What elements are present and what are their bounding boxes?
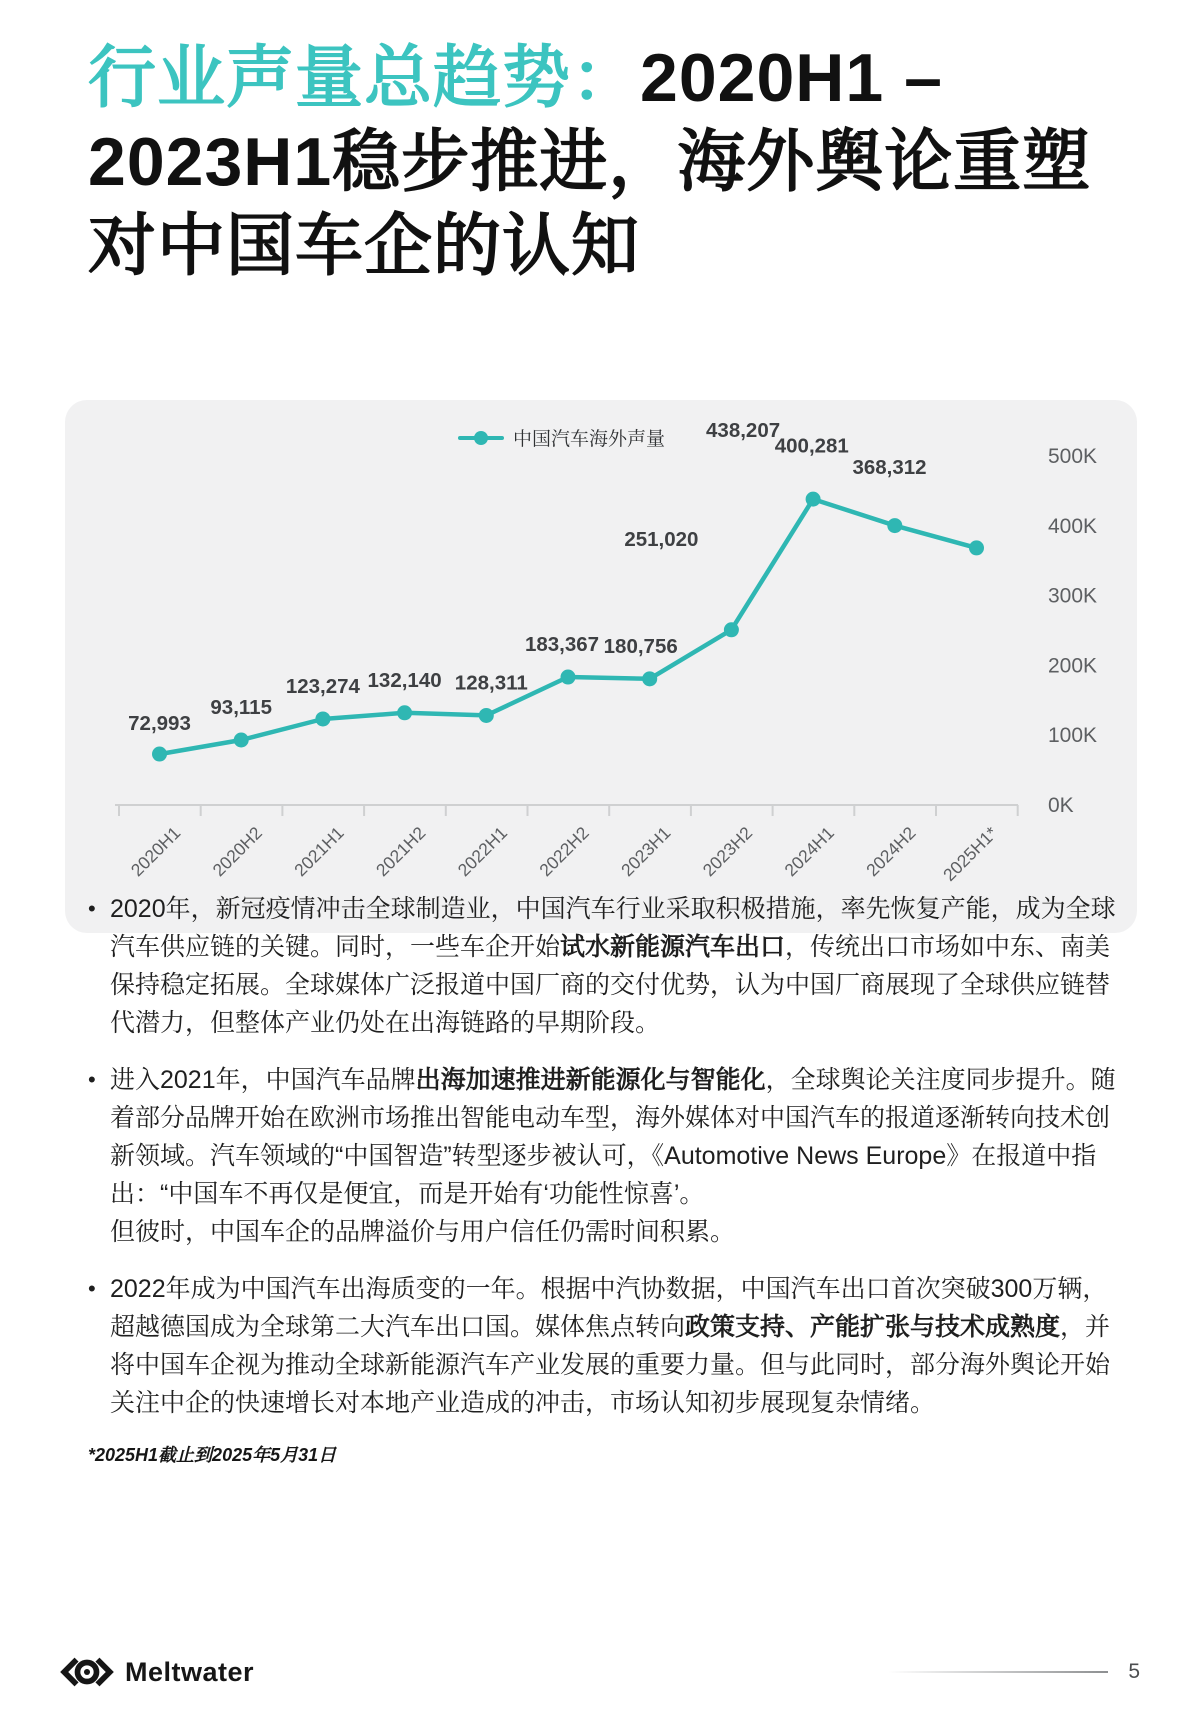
- svg-text:2023H2: 2023H2: [698, 822, 757, 881]
- bullet-text: ，全球舆论关注度同步提升。随着部分品牌开始在欧洲市场推出智能电动车型，海外媒体对中国汽车的报道逐渐转向技术创新领域。汽车领域的“中国智造”转型逐步被认可，《Automotive News Europe》在报道中指出：“中国车不再仅是便宜，而是开始有‘功能性惊喜’。: [110, 1066, 1116, 1208]
- legend-line-marker-icon: [458, 436, 504, 440]
- x-axis: [115, 805, 1018, 816]
- svg-text:93,115: 93,115: [210, 696, 272, 719]
- svg-text:2022H2: 2022H2: [535, 822, 593, 881]
- bullet-text: ，传统出口市场如中东、南美保持稳定拓展。全球媒体广泛报道中国厂商的交付优势，认为中国厂商展现了全球供应链替代潜力，但整体产业仍处在出海链路的早期阶段。: [110, 933, 1111, 1037]
- meltwater-logo: [55, 1653, 254, 1691]
- page-number: 5: [1128, 1660, 1140, 1683]
- svg-text:251,020: 251,020: [624, 527, 699, 551]
- volume-trend-chart-card: [65, 400, 1137, 933]
- meltwater-eye-icon: [55, 1653, 119, 1691]
- bullet-marker: •: [88, 896, 96, 921]
- svg-text:2021H2: 2021H2: [371, 822, 430, 881]
- data-points: [152, 492, 984, 762]
- bullet-text-bold: 政策支持、产能扩张与技术成熟度: [685, 1313, 1061, 1341]
- svg-text:183,367: 183,367: [524, 633, 600, 656]
- bullet-list: [88, 890, 1120, 1422]
- bullet-item: [88, 1061, 1120, 1251]
- line-chart: [65, 400, 1137, 933]
- svg-text:132,140: 132,140: [367, 668, 442, 692]
- chart-legend: [458, 424, 665, 451]
- svg-text:100K: 100K: [1048, 724, 1098, 748]
- title-rest: 2020H1 – 2023H1稳步推进，海外舆论重塑对中国车企的认知: [88, 40, 1092, 284]
- series-line: [160, 499, 977, 754]
- svg-text:2023H1: 2023H1: [617, 822, 675, 881]
- svg-text:2024H1: 2024H1: [780, 822, 838, 881]
- svg-text:200K: 200K: [1048, 654, 1098, 678]
- svg-text:400,281: 400,281: [774, 434, 849, 458]
- data-labels: [128, 419, 926, 735]
- bullet-text: 进入2021年，中国汽车品牌: [110, 1066, 416, 1094]
- svg-text:2020H2: 2020H2: [208, 822, 267, 881]
- bullet-text: 2022年成为中国汽车出海质变的一年。根据中汽协数据，中国汽车出口首次突破300万辆，超越德国成为全球第二大汽车出口国。媒体焦点转向: [110, 1275, 1108, 1341]
- brand-name: Meltwater: [125, 1656, 255, 1687]
- legend-label: 中国汽车海外声量: [513, 429, 666, 450]
- svg-text:0K: 0K: [1048, 794, 1074, 817]
- footer-rule: [888, 1671, 1108, 1673]
- svg-text:72,993: 72,993: [128, 712, 191, 736]
- body-content: [88, 890, 1120, 1467]
- bullet-text: ，并将中国车企视为推动全球新能源汽车产业发展的重要力量。但与此同时，部分海外舆论开始关注中企的快速增长对本地产业造成的冲击，市场认知初步展现复杂情绪。: [110, 1313, 1111, 1417]
- svg-text:2025H1*: 2025H1*: [939, 822, 1002, 886]
- bullet-item: [88, 890, 1120, 1042]
- svg-text:180,756: 180,756: [603, 634, 678, 658]
- svg-text:2024H2: 2024H2: [862, 822, 920, 881]
- bullet-text-bold: 出海加速推进新能源化与智能化: [415, 1066, 766, 1094]
- svg-text:438,207: 438,207: [706, 419, 781, 443]
- bullet-text-bold: 试水新能源汽车出口: [560, 933, 786, 961]
- bullet-item: [88, 1270, 1120, 1422]
- page-title: [88, 36, 1140, 288]
- bullet-marker: •: [88, 1067, 96, 1092]
- x-axis-labels: [127, 823, 1002, 885]
- y-axis-labels: [1048, 445, 1097, 817]
- bullet-text: 但彼时，中国车企的品牌溢价与用户信任仍需时间积累。: [110, 1218, 736, 1246]
- svg-text:368,312: 368,312: [852, 455, 927, 479]
- svg-text:2020H1: 2020H1: [126, 822, 185, 881]
- svg-text:128,311: 128,311: [454, 671, 528, 695]
- svg-text:300K: 300K: [1048, 584, 1098, 608]
- bullet-text: 2020年，新冠疫情冲击全球制造业，中国汽车行业采取积极措施，率先恢复产能，成为全球汽车供应链的关键。同时，一些车企开始: [110, 895, 1116, 961]
- svg-text:2021H1: 2021H1: [290, 822, 348, 881]
- svg-text:400K: 400K: [1048, 514, 1098, 538]
- page-footer: [55, 1646, 1140, 1698]
- svg-text:123,274: 123,274: [285, 675, 360, 698]
- svg-text:500K: 500K: [1048, 445, 1098, 468]
- footnote: *2025H1截止到2025年5月31日: [88, 1445, 337, 1465]
- title-highlight: 行业声量总趋势：: [88, 40, 641, 116]
- page-number-block: [888, 1660, 1140, 1684]
- bullet-marker: •: [88, 1276, 96, 1301]
- svg-text:2022H1: 2022H1: [453, 822, 512, 881]
